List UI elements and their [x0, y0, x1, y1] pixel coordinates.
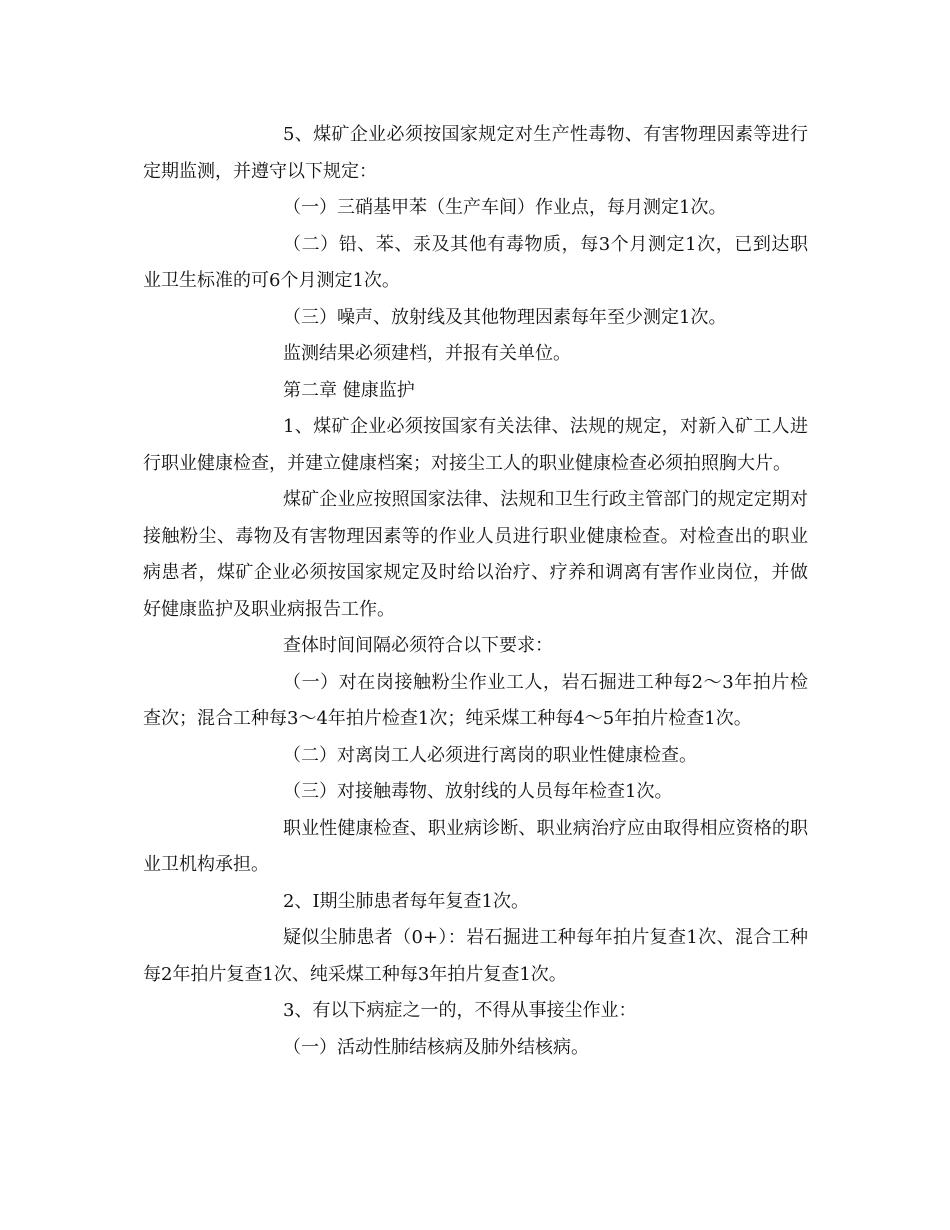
paragraph-item-leaving: （二）对离岗工人必须进行离岗的职业性健康检查。	[283, 744, 697, 766]
paragraph-item-tb: （一）活动性肺结核病及肺外结核病。	[283, 1036, 589, 1058]
paragraph-item-tnt: （一）三硝基甲苯（生产车间）作业点，每月测定1次。	[283, 197, 727, 218]
document-body	[143, 117, 808, 1066]
paragraph-item-dust: （一）对在岗接触粉尘作业工人，岩石掘进工种每2～3年拍片检查次；混合工种每3～4年拍片检查1次；纯采煤工种每4～5年拍片检查1次。	[143, 671, 808, 729]
paragraph-new-workers: 1、煤矿企业必须按国家有关法律、法规的规定，对新入矿工人进行职业健康检查，并建立健康档案；对接尘工人的职业健康检查必须拍照胸大片。	[143, 416, 808, 474]
paragraph-suspected: 疑似尘肺患者（0+）：岩石掘进工种每年拍片复查1次、混合工种每2年拍片复查1次、纯采煤工种每3年拍片复查1次。	[143, 927, 808, 985]
paragraph-stage1: 2、I期尘肺患者每年复查1次。	[283, 890, 530, 912]
paragraph-archive: 监测结果必须建档，并报有关单位。	[283, 343, 571, 364]
paragraph-contraindications: 3、有以下病症之一的，不得从事接尘作业：	[283, 1000, 637, 1021]
chapter-heading: 第二章 健康监护	[283, 379, 415, 401]
paragraph-item-noise: （三）噪声、放射线及其他物理因素每年至少测定1次。	[283, 306, 727, 328]
paragraph-item-radiation: （三）对接触毒物、放射线的人员每年检查1次。	[283, 781, 673, 802]
paragraph-monitoring-rule: 5、煤矿企业必须按国家规定对生产性毒物、有害物理因素等进行定期监测，并遵守以下规定：	[143, 124, 808, 182]
paragraph-periodic-check: 煤矿企业应按照国家法律、法规和卫生行政主管部门的规定定期对接触粉尘、毒物及有害物理因素等的作业人员进行职业健康检查。对检查出的职业病患者，煤矿企业必须按国家规定及时给以治疗、疗养和调离有害作业岗位，并做好健康监护及职业病报告工作。	[143, 489, 808, 620]
paragraph-item-toxic: （二）铅、苯、汞及其他有毒物质，每3个月测定1次，已到达职业卫生标准的可6个月测定1次。	[143, 233, 808, 291]
paragraph-interval-intro: 查体时间间隔必须符合以下要求：	[283, 635, 553, 656]
paragraph-institution: 职业性健康检查、职业病诊断、职业病治疗应由取得相应资格的职业卫机构承担。	[143, 817, 808, 875]
